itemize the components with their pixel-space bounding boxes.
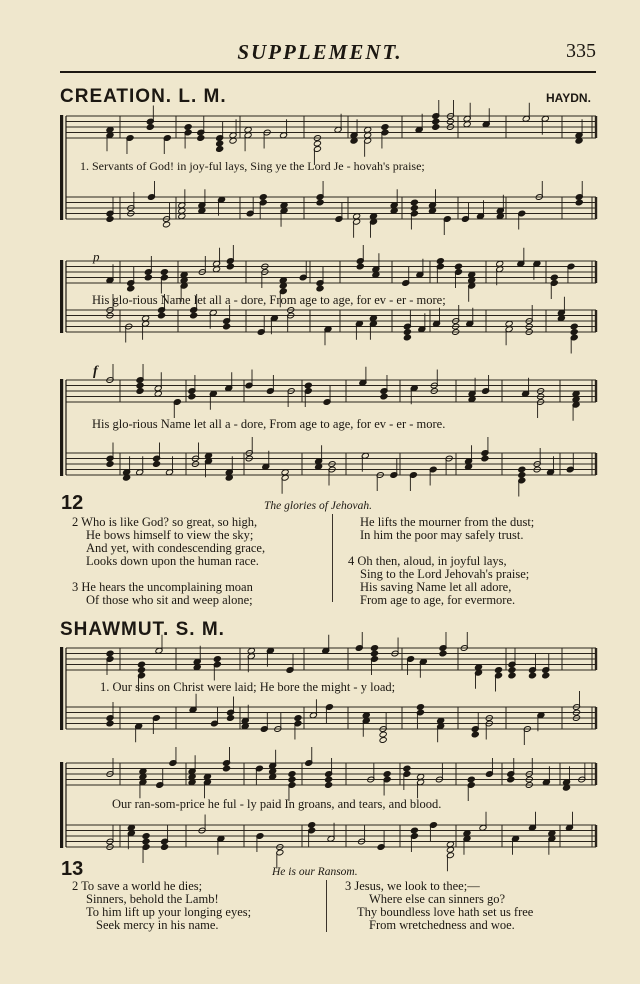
hymn-13-right-column <box>345 880 533 932</box>
lyric-line-3: His glo-rious Name let all a - dore, From age to age, for ev - er - more. <box>92 417 446 431</box>
verse-line: Thy boundless love hath set us free <box>357 905 534 919</box>
verse-line: And yet, with condescending grace, <box>86 541 266 555</box>
hymn-13-left-column <box>72 880 251 932</box>
section-header: SUPPLEMENT. <box>237 40 403 64</box>
composer-name: HAYDN. <box>546 91 591 105</box>
verse-line: He bows himself to view the sky; <box>86 528 254 542</box>
verse-line: From wretchedness and woe. <box>369 918 515 932</box>
hymn-number-13: 13 <box>61 858 84 880</box>
verse-line: In him the poor may safely trust. <box>360 528 524 542</box>
lyric-line-1: 1. Servants of God! in joy-ful lays, Sing ye the Lord Je - hovah's praise; <box>80 159 425 173</box>
page-number: 335 <box>566 40 596 62</box>
verse-line: Looks down upon the human race. <box>86 554 259 568</box>
tune-title-shawmut: SHAWMUT. S. M. <box>60 619 225 640</box>
lyric-line-5: Our ran-som-price he ful - ly paid In groans, and tears, and blood. <box>112 797 442 811</box>
verse-line: Where else can sinners go? <box>369 892 506 906</box>
verse-line: Sinners, behold the Lamb! <box>86 892 219 906</box>
verse-line: His saving Name let all adore, <box>360 580 512 594</box>
column-divider <box>326 880 327 932</box>
verse-line: Sing to the Lord Jehovah's praise; <box>360 567 530 581</box>
verse-line: 3 Jesus, we look to thee;— <box>345 879 480 893</box>
verse-line: He lifts the mourner from the dust; <box>360 515 535 529</box>
verse-line: 4 Oh then, aloud, in joyful lays, <box>348 554 507 568</box>
verse-line: 2 Who is like God? so great, so high, <box>72 515 258 529</box>
verse-line: 3 He hears the uncomplaining moan <box>72 580 253 594</box>
dynamic-piano: p <box>93 249 100 264</box>
tune-title-creation: CREATION. L. M. <box>60 86 227 107</box>
verse-line: From age to age, for evermore. <box>360 593 516 607</box>
verse-line: 2 To save a world he dies; <box>72 879 203 893</box>
lyric-line-2: His glo-rious Name let all a - dore, From age to age, for ev - er - more; <box>92 293 446 307</box>
hymn-subtitle-12: The glories of Jehovah. <box>264 500 372 512</box>
dynamic-forte: f <box>93 364 98 379</box>
verse-line: Seek mercy in his name. <box>96 918 219 932</box>
hymn-number-12: 12 <box>61 492 84 514</box>
hymn-subtitle-13: He is our Ransom. <box>272 866 358 878</box>
verse-line: Of those who sit and weep alone; <box>86 593 253 607</box>
verse-line: To him lift up your longing eyes; <box>86 905 252 919</box>
lyric-line-4: 1. Our sins on Christ were laid; He bore the might - y load; <box>100 680 396 694</box>
